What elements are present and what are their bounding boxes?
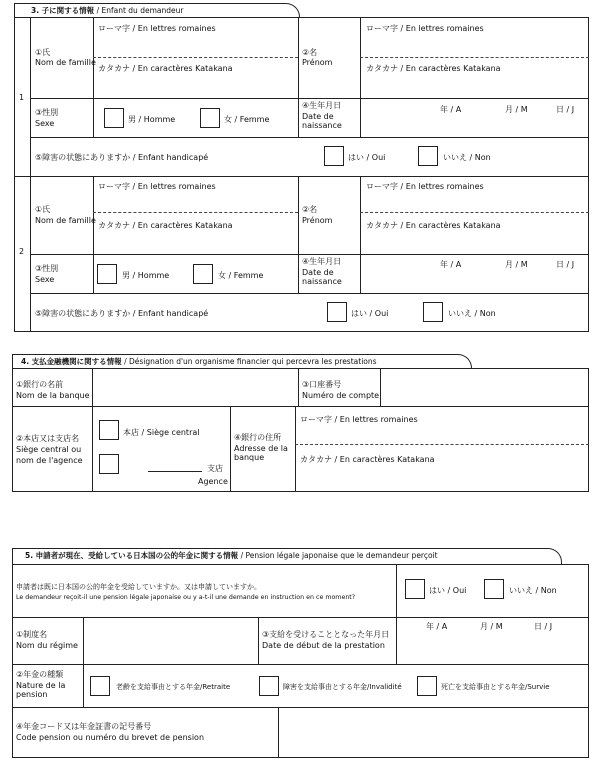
pension-code-label-fr: Code pension ou numéro du brevet de pension: [16, 733, 205, 742]
c1-handicap-no-label: いいえ / Non: [443, 153, 491, 162]
account-label: ③口座番号: [302, 380, 342, 389]
section3-tab: [14, 3, 300, 18]
branch-suffix: 支店: [207, 464, 223, 473]
c2-firstname-roman-field[interactable]: [362, 192, 586, 210]
section5-title-fr: / Pension légale japonaise que le demandeur perçoit: [240, 551, 438, 560]
pension-yes-label: はい / Oui: [429, 586, 467, 595]
c2-surname-katakana: カタカナ / En caractères Katakana: [98, 221, 233, 230]
start-year: 年 / A: [426, 622, 448, 631]
regime-label-fr: Nom du régime: [16, 641, 78, 650]
c1-handicap-yes-checkbox[interactable]: [324, 146, 344, 166]
start-date-label-fr: Date de début de la prestation: [262, 641, 385, 650]
c2-surname-katakana-field[interactable]: [95, 231, 295, 252]
pension-code-field[interactable]: [280, 709, 586, 756]
c1-male-checkbox[interactable]: [104, 108, 124, 128]
branch-label-fr2: nom de l'agence: [16, 456, 83, 465]
c2-handicap-label: ⑤障害の状態にありますか / Enfant handicapé: [35, 309, 209, 318]
c2-surname-roman-field[interactable]: [95, 192, 295, 210]
survie-label: 死亡を支給事由とする年金/Survie: [441, 683, 550, 691]
branch-checkbox[interactable]: [99, 454, 119, 474]
c2-dob-field[interactable]: [362, 256, 586, 291]
c1-firstname-label-fr: Prénom: [302, 58, 333, 67]
start-date-label: ③支給を受けることとなった年月日: [262, 630, 390, 639]
section4-title-fr: / Désignation d'un organisme financier qui percevra les prestations: [124, 357, 377, 366]
head-office-label: 本店 / Siège central: [123, 428, 200, 437]
pension-question-fr: Le demandeur reçoit-il une pension légale japonaise ou y a-t-il une demande en instruction en ce moment?: [16, 594, 356, 601]
address-roman: ローマ字 / En lettres romaines: [300, 415, 418, 424]
head-office-checkbox[interactable]: [99, 420, 119, 440]
c1-day: 日 / J: [556, 105, 575, 114]
c1-surname-katakana-field[interactable]: [95, 74, 295, 96]
pension-code-label: ④年金コード又は年金証書の記号番号: [16, 722, 152, 731]
c1-dob-label: ④生年月日: [302, 101, 342, 110]
section4-tab: [12, 354, 472, 369]
retraite-checkbox[interactable]: [90, 676, 110, 696]
c2-handicap-no-checkbox[interactable]: [423, 302, 443, 322]
c2-surname-label: ①氏: [35, 205, 51, 214]
retraite-label: 老齢を支給事由とする年金/Retraite: [116, 683, 231, 691]
branch-label-fr1: Siège central ou: [16, 445, 82, 454]
c2-male-checkbox[interactable]: [97, 264, 117, 284]
invalidite-checkbox[interactable]: [259, 676, 279, 696]
c2-handicap-yes-label: はい / Oui: [351, 309, 389, 318]
c1-sex-label-fr: Sexe: [35, 119, 55, 128]
pension-yes-checkbox[interactable]: [405, 579, 425, 599]
c2-firstname-katakana: カタカナ / En caractères Katakana: [366, 221, 501, 230]
c1-surname-roman-field[interactable]: [95, 34, 295, 54]
c2-male-label: 男 / Homme: [122, 271, 170, 280]
child1-number: 1: [19, 93, 25, 102]
c1-handicap-yes-label: はい / Oui: [348, 153, 386, 162]
section3-title-jp: 3. 子に関する情報: [31, 6, 95, 15]
branch-name-line[interactable]: [148, 471, 202, 472]
c1-firstname-katakana: カタカナ / En caractères Katakana: [366, 64, 501, 73]
c2-sex-label: ③性別: [35, 264, 59, 273]
c1-handicap-no-checkbox[interactable]: [418, 146, 438, 166]
c1-month: 月 / M: [505, 105, 528, 114]
address-katakana: カタカナ / En caractères Katakana: [300, 455, 435, 464]
c1-female-checkbox[interactable]: [200, 108, 220, 128]
c2-female-checkbox[interactable]: [193, 264, 213, 284]
c2-firstname-katakana-field[interactable]: [362, 231, 586, 252]
c2-handicap-no-label: いいえ / Non: [448, 309, 496, 318]
c1-female-label: 女 / Femme: [224, 115, 270, 124]
c2-month: 月 / M: [505, 260, 528, 269]
c1-surname-label: ①氏: [35, 48, 51, 57]
c1-handicap-label: ⑤障害の状態にありますか / Enfant handicapé: [35, 153, 209, 162]
c2-surname-roman: ローマ字 / En lettres romaines: [98, 182, 216, 191]
address-roman-field[interactable]: [297, 424, 586, 442]
c1-year: 年 / A: [440, 105, 462, 114]
c2-sex-label-fr: Sexe: [35, 275, 55, 284]
start-month: 月 / M: [480, 622, 503, 631]
c1-firstname-label: ②名: [302, 48, 318, 57]
bank-address-label-fr: Adresse de la banque: [234, 444, 288, 463]
c1-surname-katakana: カタカナ / En caractères Katakana: [98, 64, 233, 73]
branch-agence: Agence: [198, 477, 228, 486]
account-number-field[interactable]: [382, 370, 586, 404]
c1-surname-label-fr: Nom de famille: [35, 58, 96, 67]
c1-dob-label-fr: Date de naissance: [302, 112, 342, 131]
c1-firstname-katakana-field[interactable]: [362, 74, 586, 96]
c1-firstname-roman-field[interactable]: [362, 34, 586, 54]
c1-dob-field[interactable]: [362, 100, 586, 135]
start-date-field[interactable]: [398, 619, 586, 662]
child2-number: 2: [19, 247, 25, 256]
c2-firstname-label-fr: Prénom: [302, 216, 333, 225]
pension-type-label-fr: Nature de la pension: [16, 681, 66, 700]
account-label-fr: Numéro de compte: [302, 391, 380, 400]
c1-firstname-roman: ローマ字 / En lettres romaines: [366, 24, 484, 33]
section5-title-jp: 5. 申請者が現在、受給している日本国の公的年金に関する情報: [25, 551, 239, 560]
branch-label: ②本店又は支店名: [16, 434, 80, 443]
c2-dob-label: ④生年月日: [302, 257, 342, 266]
c2-day: 日 / J: [556, 260, 575, 269]
c2-year: 年 / A: [440, 260, 462, 269]
regime-field[interactable]: [85, 619, 256, 662]
bank-address-label: ④銀行の住所: [234, 433, 282, 442]
c2-surname-label-fr: Nom de famille: [35, 216, 96, 225]
pension-no-checkbox[interactable]: [484, 579, 504, 599]
c2-female-label: 女 / Femme: [218, 271, 264, 280]
section3-title-fr: / Enfant du demandeur: [96, 6, 184, 15]
regime-label: ①制度名: [16, 630, 48, 639]
bank-name-label: ①銀行の名前: [16, 380, 64, 389]
start-day: 日 / J: [534, 622, 553, 631]
c2-firstname-label: ②名: [302, 205, 318, 214]
pension-question-jp: 申請者は既に日本国の公的年金を受給していますか。又は申請していますか。: [16, 583, 261, 591]
bank-name-label-fr: Nom de la banque: [16, 391, 90, 400]
bank-name-field[interactable]: [94, 370, 296, 404]
address-katakana-field[interactable]: [297, 465, 586, 490]
c1-sex-label: ③性別: [35, 108, 59, 117]
c1-male-label: 男 / Homme: [128, 115, 176, 124]
pension-type-label: ②年金の種類: [16, 670, 64, 679]
invalidite-label: 障害を支給事由とする年金/Invalidité: [283, 683, 402, 691]
section5-tab: [12, 548, 562, 565]
pension-no-label: いいえ / Non: [509, 586, 557, 595]
c2-firstname-roman: ローマ字 / En lettres romaines: [366, 182, 484, 191]
c2-handicap-yes-checkbox[interactable]: [327, 302, 347, 322]
c1-surname-roman: ローマ字 / En lettres romaines: [98, 24, 216, 33]
c2-dob-label-fr: Date de naissance: [302, 268, 342, 287]
section4-title-jp: 4. 支払金融機関に関する情報: [21, 357, 122, 366]
survie-checkbox[interactable]: [417, 676, 437, 696]
